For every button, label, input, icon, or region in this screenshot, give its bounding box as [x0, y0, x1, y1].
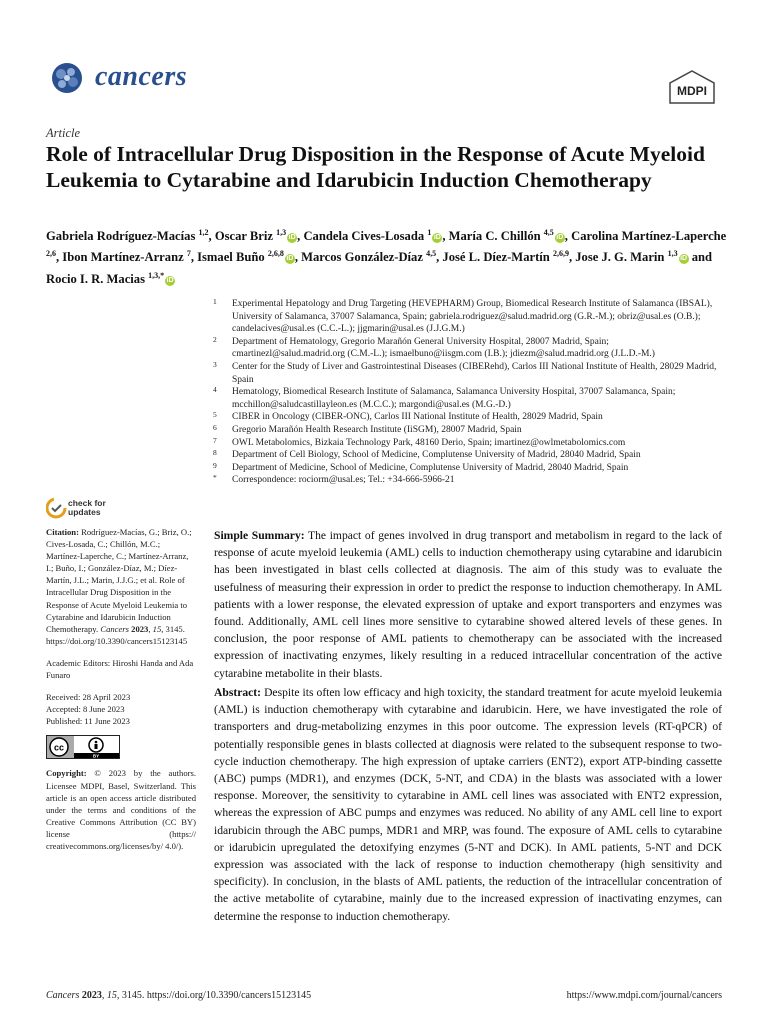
published-date: Published: 11 June 2023 — [46, 716, 130, 727]
affiliation-number: 5 — [213, 410, 217, 420]
author-name: Gabriela Rodríguez-Macías — [46, 229, 196, 244]
journal-name: cancers — [95, 61, 188, 92]
affiliation-item — [213, 336, 723, 361]
received-date: Received: 28 April 2023 — [46, 692, 131, 703]
footer-journal-url[interactable]: https://www.mdpi.com/journal/cancers — [566, 990, 722, 1001]
author-entry — [303, 229, 448, 243]
citation-label: Citation: — [46, 527, 79, 537]
citation-journal: Cancers — [100, 623, 129, 634]
author-affiliation-marker: 1,3 — [276, 228, 287, 237]
orcid-icon[interactable]: iD — [680, 255, 688, 263]
author-separator: , — [294, 250, 302, 265]
author-name: Jose J. G. Marin — [575, 250, 665, 265]
author-name: Oscar Briz — [214, 229, 273, 244]
author-name: Marcos González-Díaz — [301, 250, 423, 265]
affiliation-number: 9 — [213, 460, 217, 470]
author-separator: , — [56, 250, 63, 265]
affiliation-item — [213, 474, 723, 487]
publisher-name: MDPI — [677, 84, 707, 98]
author-name: Candela Cives-Losada — [303, 229, 425, 244]
author-separator: , — [297, 229, 304, 244]
author-affiliation-marker: 4,5 — [543, 228, 554, 237]
affiliation-list — [213, 298, 723, 487]
author-affiliation-marker: 1 — [427, 228, 432, 237]
copyright-label: Copyright: — [46, 768, 87, 779]
author-affiliation-marker: 1,3 — [667, 249, 678, 259]
author-name: María C. Chillón — [448, 229, 541, 244]
affiliation-text: Center for the Study of Liver and Gastrointestinal Diseases (CIBERehd), Carlos III National Institute of Health, 28029 Madrid, Spain — [232, 361, 717, 385]
orcid-icon[interactable]: iD — [556, 234, 564, 242]
orcid-icon[interactable]: iD — [166, 276, 174, 284]
citation-block: Citation: Rodríguez-Macías, G.; Briz, O.; Cives-Losada, C.; Chillón, M.C.; Martínez-Laperche, C.; Martínez-Arranz, I.; Buño, I.; González-Díaz, M.; Díez-Martín, J.L.; Marin, J.J.G.; et al. Role of Intracellular Drug Disposition in the Response of Acute Myeloid Leukemia to Cytarabine and Idarubicin Induction Chemotherapy. Cancers 2023, 15, 3145. https://doi.org/10.3390/cancers15123145 — [46, 527, 192, 646]
author-entry — [449, 229, 571, 243]
author-list — [46, 224, 736, 288]
author-name: Ibon Martínez-Arranz — [62, 250, 184, 265]
simple-summary-label: Simple Summary: — [214, 529, 305, 542]
footer-year: 2023 — [81, 990, 102, 1001]
affiliation-number: 4 — [213, 385, 217, 395]
citation-pages[interactable]: , 3145. https://doi.org/10.3390/cancers15123145 — [46, 623, 188, 646]
journal-logo-icon — [46, 60, 88, 96]
affiliation-item — [213, 361, 723, 386]
paper-title: Role of Intracellular Drug Disposition in the Response of Acute Myeloid Leukemia to Cytarabine and Idarubicin Induction Chemotherapy — [46, 142, 705, 192]
author-affiliation-marker: 4,5 — [426, 249, 437, 259]
affiliation-text: Gregorio Marañón Health Research Institute (IiSGM), 28007 Madrid, Spain — [232, 424, 522, 435]
copyright-block — [46, 767, 196, 852]
affiliation-text: Hematology, Biomedical Research Institute of Salamanca, Salamanca University Hospital, 37007 Salamanca, Spain; mcchillon@saludcastillayleon.es (M.C.C.); margondi@usal.es (M.G.-D.) — [232, 387, 676, 410]
orcid-icon[interactable]: iD — [286, 255, 294, 263]
affiliation-number: 3 — [213, 359, 217, 369]
author-entry — [46, 272, 175, 286]
author-separator: , — [190, 250, 198, 265]
affiliation-number: 6 — [213, 422, 217, 432]
footer-journal: Cancers — [46, 990, 80, 1001]
author-affiliation-marker: 2,6,8 — [267, 249, 284, 259]
svg-text:BY: BY — [92, 753, 100, 759]
affiliation-item — [213, 449, 723, 462]
article-type: Article — [46, 126, 81, 140]
author-separator: , — [442, 229, 449, 244]
affiliation-text: Department of Hematology, Gregorio Marañón General University Hospital, 28007 Madrid, Spain; cmartinezl@salud.madrid.org (C.M.-L.); ismaelbuno@iisgm.com (I.B.); jdiezm@salud.madrid.org (J.L.D.-M.) — [232, 336, 655, 360]
affiliation-item — [213, 386, 723, 411]
author-affiliation-marker: 1,2 — [198, 228, 209, 237]
author-name: Ismael Buño — [197, 250, 265, 265]
check-updates-line2: updates — [68, 507, 101, 517]
author-separator: , — [568, 250, 576, 265]
affiliation-text: Department of Medicine, School of Medicine, Complutense University of Madrid, 28040 Madrid, Spain — [232, 462, 629, 473]
author-entry — [197, 250, 301, 264]
affiliation-number: 7 — [213, 435, 217, 445]
author-affiliation-marker: 7 — [186, 249, 191, 259]
simple-summary — [214, 527, 722, 682]
author-name: Carolina Martínez-Laperche — [571, 229, 727, 244]
affiliation-number: * — [213, 473, 217, 483]
svg-text:cc: cc — [53, 742, 65, 753]
author-entry — [62, 250, 197, 264]
author-name: José L. Díez-Martín — [442, 250, 550, 265]
copyright-text: © 2023 by the authors. Licensee MDPI, Basel, Switzerland. This article is an open access article distributed under the terms and conditions of the Creative Commons Attribution (CC BY) license (https:// creativecommons.org/licenses/by/ 4.0/). — [46, 768, 196, 851]
author-affiliation-marker: 2,6,9 — [552, 249, 569, 259]
sidebar — [46, 526, 196, 862]
publisher-logo-icon — [667, 70, 717, 104]
orcid-icon[interactable]: iD — [288, 234, 296, 242]
author-affiliation-marker: 1,3,* — [148, 270, 165, 280]
author-name: Rocio I. R. Macias — [46, 271, 145, 286]
affiliation-item — [213, 462, 723, 475]
check-updates-line1: check for — [68, 498, 106, 508]
simple-summary-text: The impact of genes involved in drug transport and metabolism in regard to the lack of response of acute myeloid leukemia (AML) cells to induction chemotherapy using cytarabine and idarubicin has been investigated in blast cells collected at diagnosis. The aim of this study was to evaluate the usefulness of measuring their expression in order to predict the response to induction chemotherapy. In AML patients with a lower response, the elevated expression of uptake and export transporters and enzymes was found. Additionally, AML cell lines more sensitive to cytarabine showed altered levels of these genes. In conclusion, the poor response of AML patients to chemotherapy can be associated with the increased expression of inactivating enzymes, likely resulting in a reduced intracellular concentration of the active cytarabine metabolite in their blasts. — [214, 529, 722, 680]
author-entry — [442, 250, 575, 264]
affiliation-item — [213, 298, 723, 336]
citation-text: Rodríguez-Macías, G.; Briz, O.; Cives-Losada, C.; Chillón, M.C.; Martínez-Laperche, C.; Martínez-Arranz, I.; Buño, I.; González-Díaz, M.; Díez-Martín, J.L.; Marin, J.J.G.; et al. Role of Intracellular Drug Disposition in the Response of Acute Myeloid Leukemia to Cytarabine and Idarubicin Induction Chemotherapy. — [46, 527, 192, 634]
abstract-label: Abstract: — [214, 686, 262, 699]
affiliation-text: OWL Metabolomics, Bizkaia Technology Park, 48160 Derio, Spain; imartinez@owlmetabolomics.com — [232, 437, 626, 448]
author-separator: , — [436, 250, 443, 265]
affiliation-item — [213, 437, 723, 450]
affiliation-number: 1 — [213, 297, 217, 306]
affiliation-text: Department of Cell Biology, School of Medicine, Complutense University of Madrid, 28040 Madrid, Spain — [232, 450, 641, 461]
cc-by-license-icon[interactable] — [46, 735, 120, 759]
affiliation-number: 2 — [213, 334, 217, 344]
abstract — [214, 684, 722, 925]
affiliation-item — [213, 424, 723, 437]
affiliation-item — [213, 411, 723, 424]
citation-year: 2023 — [131, 623, 149, 634]
author-entry — [301, 250, 442, 264]
footer-doi[interactable]: , 3145. https://doi.org/10.3390/cancers15123145 — [116, 990, 312, 1001]
footer-volume: 15 — [106, 990, 117, 1001]
accepted-date: Accepted: 8 June 2023 — [46, 704, 125, 715]
affiliation-number: 8 — [213, 448, 217, 458]
author-entry — [575, 250, 712, 264]
academic-editors: Academic Editors: Hiroshi Handa and Ada Funaro — [46, 657, 194, 681]
author-separator: , — [564, 229, 572, 244]
author-entry — [46, 229, 215, 243]
author-entry — [215, 229, 304, 243]
author-separator: , — [208, 229, 215, 244]
citation-volume: 15 — [152, 623, 162, 634]
author-separator: and — [688, 250, 713, 265]
abstract-text: Despite its often low efficacy and high toxicity, the standard treatment for acute myeloid leukemia (AML) is induction chemotherapy with cytarabine and idarubicin. Here, we have investigated the role of transporters and drug-metabolizing enzymes in this poor outcome. The expression levels (RT-qPCR) of potentially responsible genes in blasts collected at diagnosis were related to the subsequent response to two-cycle induction chemotherapy. The high expression of uptake carriers (ENT2), export ATP-binding cassette (ABC) pumps (MDR1), and enzymes (DCK, 5-NT, and CDA) in the blasts was associated with a lower response. Moreover, the sensitivity to cytarabine in AML cell lines was associated with ENT2 expression, whereas the expression of ABC pumps and enzymes was reduced. No ability of any AML cell line to export idarubicin through the ABC pumps, MDR1 and MRP, was found. The exposure of AML cells to cytarabine or idarubicin upregulated the detoxifying enzymes (5-NT and DCK). In AML patients, 5-NT and DCK expression was associated with the lack of response to induction chemotherapy (high sensitivity and specificity). In conclusion, in the blasts of AML patients, the reduction of the intracellular concentration of the active metabolite of cytarabine, mainly due to the increased expression of inactivating enzymes, can determine the response to induction chemotherapy. — [214, 686, 722, 923]
affiliation-text: Correspondence: rociorm@usal.es; Tel.: +34-666-5966-21 — [232, 475, 455, 486]
author-affiliation-marker: 2,6 — [46, 249, 56, 259]
affiliation-text: Experimental Hepatology and Drug Targeting (HEVEPHARM) Group, Biomedical Research Institute of Salamanca (IBSAL), University of Salamanca, 37007 Salamanca, Spain; gabriela.rodriguez@salud.madrid.org (G.R.-M.); obriz@usal.es (O.B.); candelacives@usal.es (C.C.-L.); jjgmarin@usal.es (J.J.G.M.) — [232, 299, 713, 335]
orcid-icon[interactable]: iD — [433, 234, 441, 242]
footer-citation: Cancers 2023, 15, 3145. https://doi.org/10.3390/cancers15123145 — [46, 990, 312, 1001]
check-updates-label[interactable] — [68, 499, 106, 517]
affiliation-text: CIBER in Oncology (CIBER-ONC), Carlos III National Institute of Health, 28029 Madrid, Spain — [232, 412, 603, 423]
